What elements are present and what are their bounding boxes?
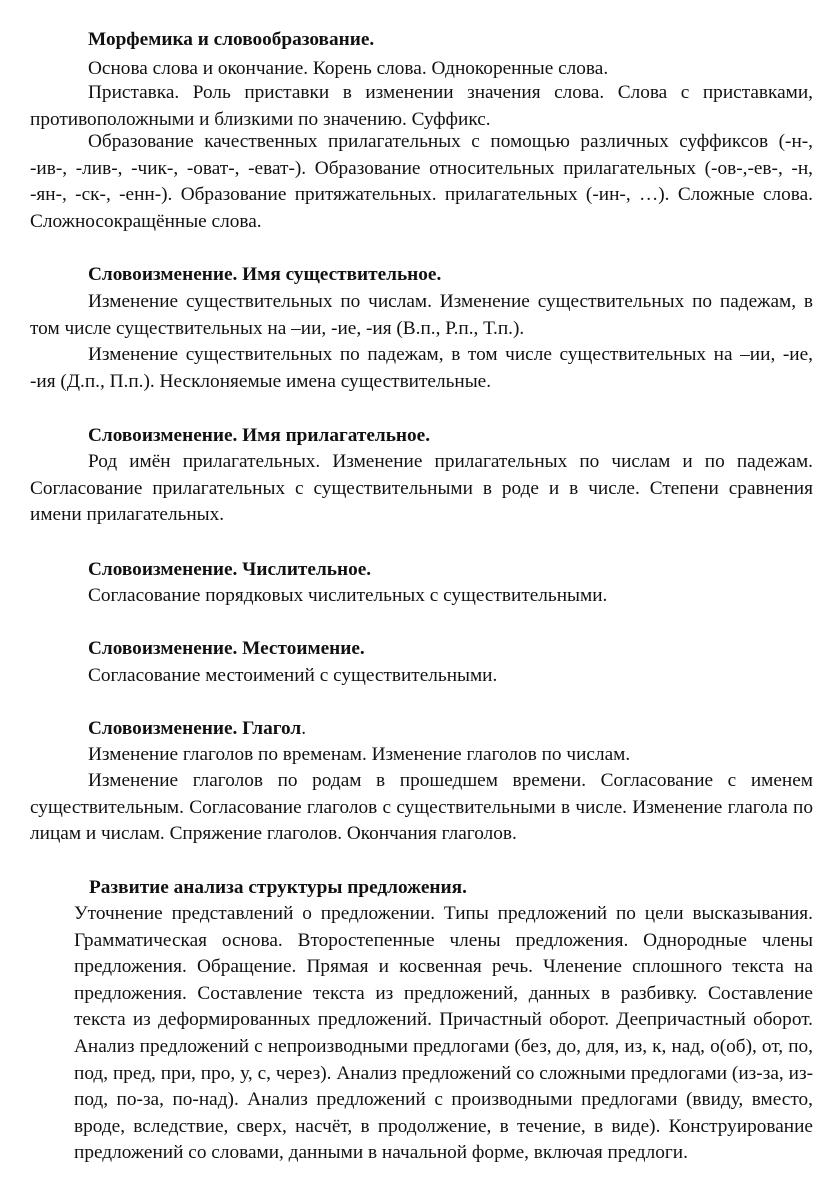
section-heading-numeral: Словоизменение. Числительное.: [88, 559, 372, 580]
paragraph: Род имён прилагательных. Изменение прилагательных по числам и по падежам. Согласование прилагательных с существительными в роде и в числе. Степени сравнения имени прилагательных.: [30, 451, 813, 526]
paragraph: Приставка. Роль приставки в изменении значения слова. Слова с приставками, противоположными и близкими по значению. Суффикс.: [30, 82, 813, 130]
section-heading-verb-suffix: .: [301, 718, 307, 739]
section-heading-adjective: Словоизменение. Имя прилагательное.: [88, 425, 431, 446]
paragraph: Изменение глаголов по временам. Изменение глаголов по числам.: [88, 744, 631, 765]
paragraph: Основа слова и окончание. Корень слова. Однокоренные слова.: [88, 58, 609, 79]
section-heading-verb-text: Словоизменение. Глагол: [88, 718, 302, 739]
paragraph: Изменение существительных по числам. Изменение существительных по падежам, в том числе существительных на –ии, -ие, -ия (В.п., Р.п., Т.п.).: [30, 291, 813, 339]
section-heading-noun: Словоизменение. Имя существительное.: [88, 264, 442, 285]
paragraph: Уточнение представлений о предложении. Типы предложений по цели высказывания. Грамматическая основа. Второстепенные члены предложения. Однородные члены предложения. Обращение. Прямая и косвенная речь. Членение сплошного текста на предложения. Составление текста из предложений, данных в разбивку. Составление текста из деформированных предложений. Причастный оборот. Деепричастный оборот. Анализ предложений с непроизводными предлогами (без, до, для, из, к, над, о(об), от, по, под, пред, при, про, у, с, через). Анализ предложений со сложными предлогами (из-за, из-под, по-за, по-над). Анализ предложений с производными предлогами (ввиду, вместо, вроде, вследствие, сверх, насчёт, в продолжение, в течение, в виде). Конструирование предложений со словами, данными в начальной форме, включая предлоги.: [74, 903, 813, 1164]
paragraph: Изменение существительных по падежам, в том числе существительных на –ии, -ие, -ия (Д.п., П.п.). Несклоняемые имена существительные.: [30, 344, 813, 392]
section-heading-morphemics: Морфемика и словообразование.: [88, 29, 375, 50]
paragraph: Согласование местоимений с существительными.: [88, 665, 498, 686]
section-heading-sentence-analysis: Развитие анализа структуры предложения.: [89, 877, 467, 898]
paragraph: Согласование порядковых числительных с существительными.: [88, 585, 608, 606]
section-heading-pronoun: Словоизменение. Местоимение.: [88, 638, 365, 659]
section-heading-verb: [88, 716, 306, 743]
paragraph: Изменение глаголов по родам в прошедшем времени. Согласование с именем существительным. Согласование глаголов с существительными в числе. Изменение глагола по лицам и числам. Спряжение глаголов. Окончания глаголов.: [30, 770, 813, 845]
paragraph: Образование качественных прилагательных с помощью различных суффиксов (-н-, -ив-, -лив-, -чик-, -оват-, -еват-). Образование относительных прилагательных (-ов-,-ев-, -н, -ян-, -ск-, -енн-). Образование притяжательных. прилагательных (-ин-, …). Сложные слова. Сложносокращённые слова.: [30, 131, 813, 232]
